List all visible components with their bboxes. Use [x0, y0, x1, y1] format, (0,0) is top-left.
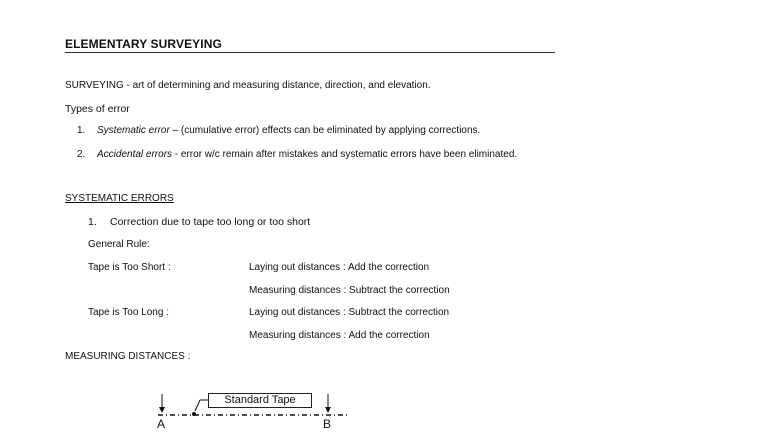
- rule-text: Laying out distances : Subtract the correction: [249, 307, 450, 318]
- title-rule: [65, 52, 555, 53]
- measuring-distances-heading: MEASURING DISTANCES :: [65, 351, 191, 362]
- systematic-errors-heading: SYSTEMATIC ERRORS: [65, 193, 174, 204]
- error-type-1-description: – (cumulative error) effects can be eliminated by applying corrections.: [169, 125, 481, 136]
- correction-item-number: 1.: [88, 216, 97, 228]
- tape-label-leader-diagonal: [195, 400, 200, 411]
- general-rule-label: General Rule:: [88, 239, 150, 250]
- point-b-label: B: [323, 417, 332, 431]
- surveying-definition: SURVEYING - art of determining and measuring distance, direction, and elevation.: [65, 80, 431, 91]
- error-type-2-number: 2.: [77, 149, 86, 160]
- types-heading: Types of error: [65, 103, 130, 115]
- error-type-1-number: 1.: [77, 125, 86, 136]
- error-type-2-description: - error w/c remain after mistakes and systematic errors have been eliminated.: [172, 149, 518, 160]
- standard-tape-label: Standard Tape: [208, 393, 312, 408]
- error-type-2-term: Accidental errors: [97, 149, 173, 160]
- rule-text: Measuring distances : Add the correction: [249, 330, 430, 341]
- point-a-label: A: [157, 417, 166, 431]
- error-type-1-term: Systematic error: [97, 125, 170, 136]
- document-title: ELEMENTARY SURVEYING: [65, 37, 222, 51]
- error-type-1: [77, 125, 480, 136]
- rule-text: Laying out distances : Add the correction: [249, 262, 430, 273]
- point-a-arrowhead: [159, 407, 165, 413]
- correction-item: [88, 216, 310, 228]
- rule-text: Measuring distances : Subtract the correction: [249, 285, 450, 296]
- tape-start-dot: [192, 412, 196, 416]
- point-b-arrowhead: [325, 407, 331, 413]
- error-type-2: [77, 149, 517, 160]
- rule-label-too-short: Tape is Too Short :: [88, 262, 171, 273]
- rule-label-too-long: Tape is Too Long :: [88, 307, 169, 318]
- correction-item-text: Correction due to tape too long or too short: [110, 216, 311, 228]
